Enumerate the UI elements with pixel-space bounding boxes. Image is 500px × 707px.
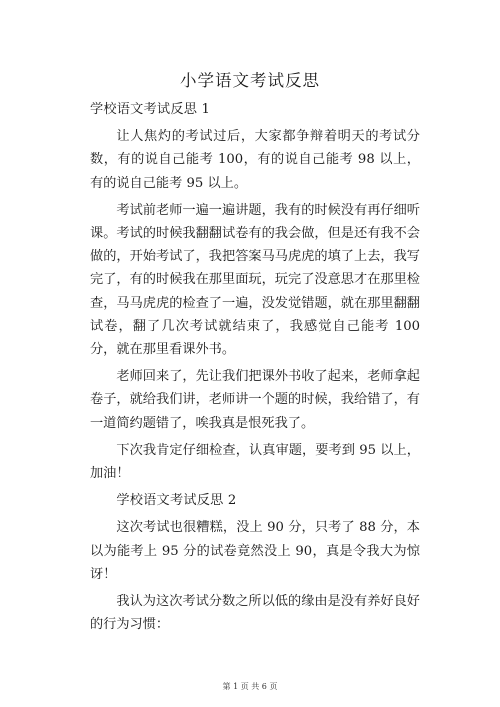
paragraph: 老师回来了，先让我们把课外书收了起来，老师拿起卷子，就给我们讲，老师讲一个题的时候，我给错了，有一道简约题错了，唉我真是恨死我了。 (90, 369, 420, 431)
document-title: 小学语文考试反思 (180, 71, 320, 90)
section-1-heading: 学校语文考试反思 1 (90, 102, 211, 117)
paragraph: 考试前老师一遍一遍讲题，我有的时候没有再仔细听课。考试的时候我翻翻试卷有的我会做，但是还有我不会做的，开始考试了，我把答案马马虎虎的填了上去，我写完了，有的时候我在那里面玩，玩完了没意思才在那里检查，马马虎虎的检查了一遍，没发觉错题，就在那里翻翻试卷，翻了几次考试就结束了，我感觉自己能考 100 分，就在那里看课外书。 (90, 202, 420, 358)
document-body (90, 98, 420, 640)
paragraph: 我认为这次考试分数之所以低的缘由是没有养好良好的行为习惯： (90, 594, 420, 633)
section-2-heading: 学校语文考试反思 2 (116, 493, 237, 509)
paragraph: 下次我肯定仔细检查，认真审题，要考到 95 以上，加油！ (90, 442, 420, 482)
paragraph: 这次考试也很糟糕，没上 90 分，只考了 88 分，本以为能考上 95 分的试卷竟然没上 90，真是令我大为惊讶！ (90, 520, 420, 582)
paragraph: 让人焦灼的考试过后，大家都争辩着明天的考试分数，有的说自己能考 100，有的说自己能考 98 以上，有的说自己能考 95 以上。 (90, 129, 420, 191)
page-number-footer: 第 1 页 共 6 页 (222, 682, 278, 691)
